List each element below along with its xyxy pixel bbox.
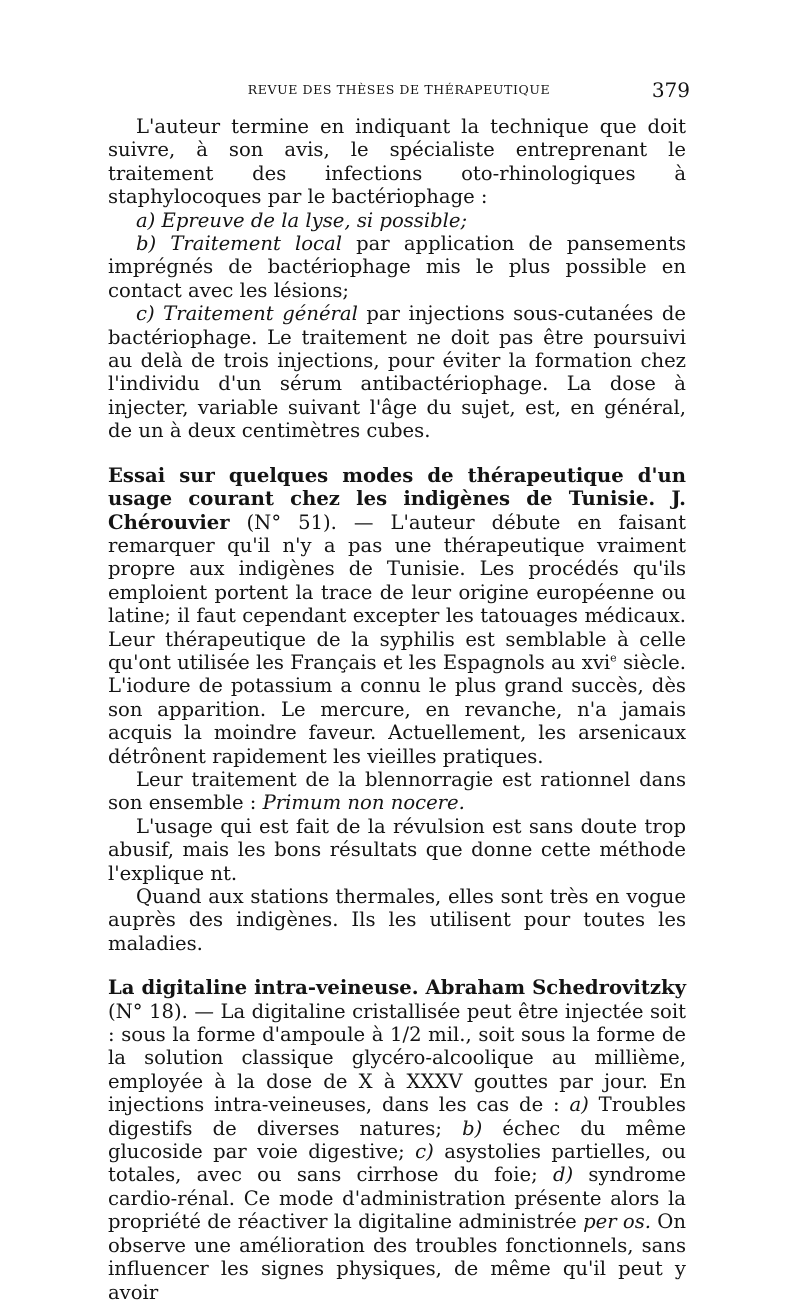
item-b-label: b) Traitement local [136, 232, 342, 256]
section2-para3-text: L'usage qui est fait de la révulsion est sans doute trop abusif, mais les bons résultats que donne cette méthode l'explique nt. [108, 814, 686, 885]
century-superscript: e [610, 651, 617, 665]
section1-item-b [108, 232, 686, 302]
section2-ref: (N° 51). [229, 510, 337, 534]
section1-item-c [108, 302, 686, 442]
section2-para3 [108, 815, 686, 885]
section3-label-a: a) [569, 1093, 589, 1117]
section3-text-3: échec du même glucoside par voie digestive; [108, 1116, 686, 1164]
running-title: REVUE DES THÈSES DE THÉRAPEUTIQUE [247, 82, 551, 97]
section2-para2-italic: Primum non nocere. [262, 791, 465, 815]
section3-label-c: c) [415, 1140, 434, 1164]
section2-para4-text: Quand aux stations thermales, elles sont très en vogue auprès des indigènes. Ils les utilisent pour toutes les maladies. [108, 885, 686, 955]
section3-text-6: On observe une amélioration des troubles fonctionnels, sans influencer les signes physiques, de même qu'il peut y avoir [108, 1210, 686, 1304]
item-c-label: c) Traitement général [136, 302, 358, 326]
page-number: 379 [651, 78, 690, 102]
section3-label-d: d) [552, 1163, 574, 1187]
page-body [108, 115, 686, 1304]
section2-title: Essai sur quelques modes de thérapeutique d'un usage courant chez les indigènes de Tunisie. J. Chérouvier [108, 463, 686, 534]
section3-title: La digitaline intra-veineuse. Abraham Schedrovitzky [108, 976, 686, 1000]
section2-para1-start: — L'auteur débute en faisant remarquer qu'il n'y a pas une thérapeutique vraiment propre aux indigènes de Tunisie. Les procédés qu'ils emploient portent la trace de leur origine européenne ou latine; il faut cependant excepter les tatouages médicaux. Leur thérapeutique de la syphilis est semblable à celle qu'ont utilisée les Français et les Espagnols au xvi [108, 510, 686, 674]
section2-para4 [108, 885, 686, 955]
section1-item-a [108, 209, 686, 232]
section2-para2 [108, 768, 686, 815]
section3-text-1: — La digitaline cristallisée peut être injectée soit : sous la forme d'ampoule à 1/2 mil., soit sous la forme de la solution classique glycéro-alcoolique au millième, employée à la dose de X à XXXV gouttes par jour. En injections intra-veineuses, dans les cas de : [108, 999, 686, 1117]
section1-intro-text: L'auteur termine en indiquant la technique que doit suivre, à son avis, le spécialiste entreprenant le traitement des infections oto-rhinologiques à staphylocoques par le bactériophage : [108, 115, 686, 209]
section2-para1 [108, 464, 686, 768]
section3-label-b: b) [462, 1116, 483, 1140]
item-b-text: par application de pansements imprégnés de bactériophage mis le plus possible en contact avec les lésions; [108, 232, 687, 302]
section2-para2-start: Leur traitement de la blennorragie est rationnel dans son ensemble : [108, 767, 686, 815]
item-c-text: par injections sous-cutanées de bactériophage. Le traitement ne doit pas être poursuivi au delà de trois injections, pour éviter la formation chez l'individu d'un sérum antibactériophage. La dose à injecter, variable suivant l'âge du sujet, est, en général, de un à deux centimètres cubes. [108, 302, 686, 443]
section3-para1 [108, 976, 686, 1304]
page-header [108, 78, 690, 102]
section3-per-os: per os. [583, 1210, 651, 1234]
section3-ref: (N° 18). [108, 999, 188, 1023]
section3-text-4: asystolies partielles, ou totales, avec ou sans cirrhose du foie; [108, 1140, 686, 1187]
section3-text-2: Troubles digestifs de diverses natures; [108, 1093, 686, 1140]
item-a-text: a) Epreuve de la lyse, si possible; [136, 208, 468, 232]
section2-para1-end: siècle. L'iodure de potassium a connu le plus grand succès, dès son apparition. Le mercure, en revanche, n'a jamais acquis la moindre faveur. Actuellement, les arsenicaux détrônent rapidement les vieilles pratiques. [108, 650, 687, 768]
section3-text-5: syndrome cardio-rénal. Ce mode d'administration présente alors la propriété de réactiver la digitaline administrée [108, 1163, 686, 1234]
section1-intro [108, 115, 686, 209]
